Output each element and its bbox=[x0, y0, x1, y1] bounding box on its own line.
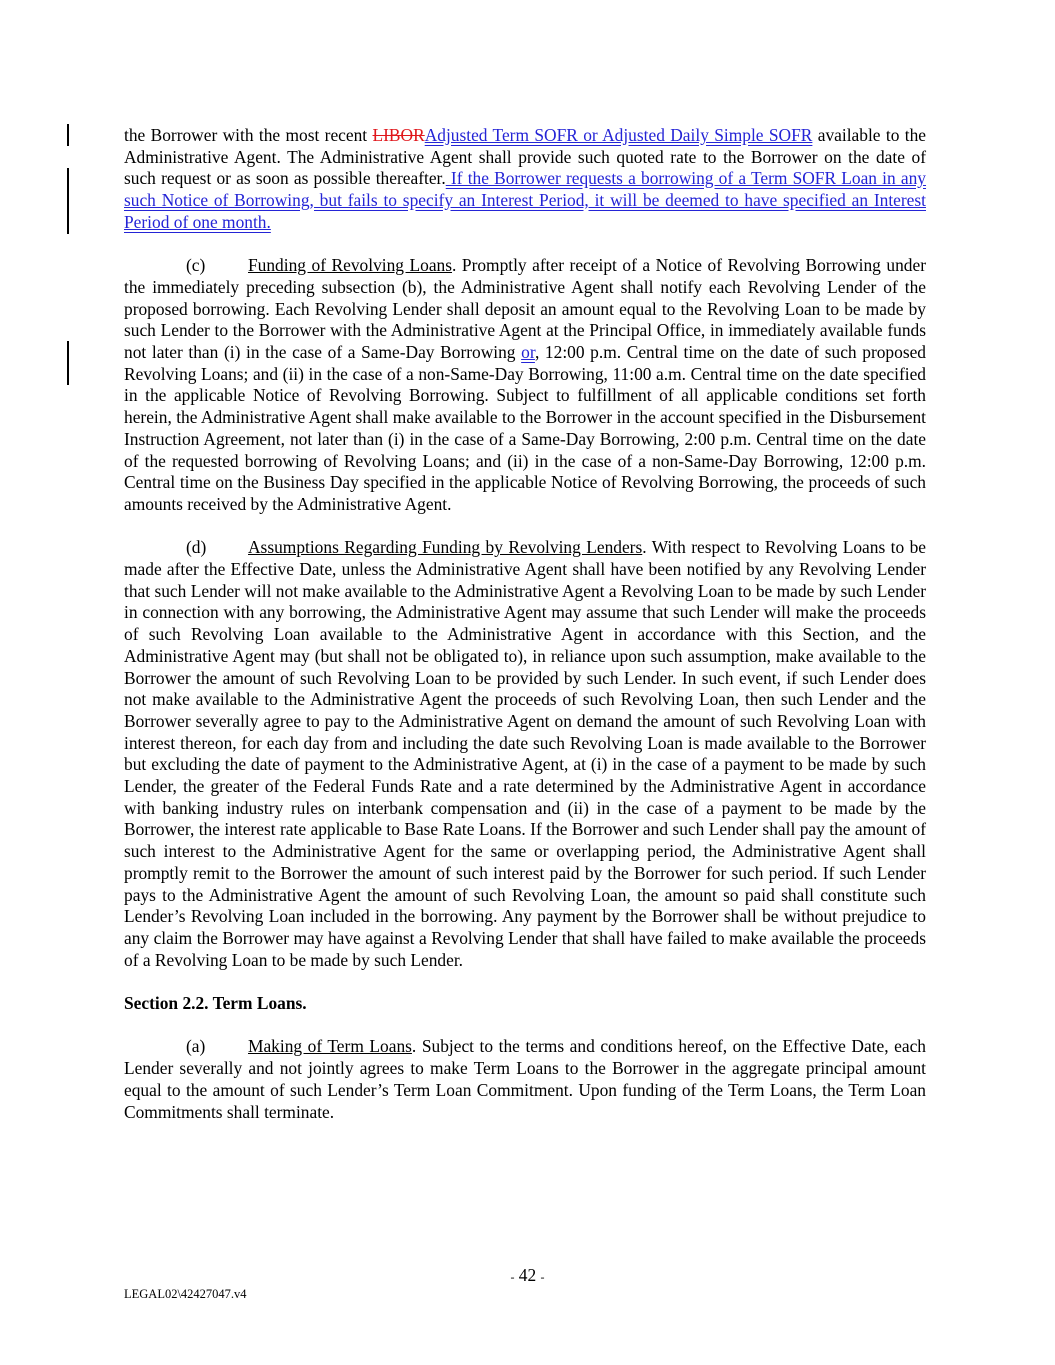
paragraph-c bbox=[124, 255, 926, 515]
page-number-value: 42 bbox=[518, 1265, 537, 1285]
paragraph-label: (a) bbox=[186, 1036, 206, 1057]
change-bar bbox=[67, 124, 69, 146]
text-run: . Promptly after receipt of a Notice of Revolving Borrowing under the immediately preceding subsection (b), the Administrative Agent shall notify each Revolving Lender of the proposed borrowing. Each Revolving Lender shall deposit an amount equal to the Revolving Loan to be made by such Lender to the Borrower with the Administrative Agent at the Principal Office, in immediately available funds not later than (i) in the case of a Same-Day Borrowing bbox=[124, 255, 926, 363]
section-heading: Section 2.2. Term Loans. bbox=[124, 993, 307, 1014]
body-text bbox=[124, 125, 926, 1123]
paragraph-heading: Assumptions Regarding Funding by Revolving Lenders bbox=[248, 537, 643, 558]
paragraph-label: (d) bbox=[186, 537, 207, 558]
page-number bbox=[0, 1265, 1055, 1286]
text-run: available to the Administrative Agent. The Administrative Agent shall provide such quoted rate to the Borrower on the date of such request or as soon as possible thereafter. bbox=[124, 125, 927, 189]
paragraph-d bbox=[124, 537, 926, 971]
text-run: . Subject to the terms and conditions hereof, on the Effective Date, each Lender severally and not jointly agrees to make Term Loans to the Borrower in the aggregate principal amount equal to the amount of such Lender’s Term Loan Commitment. Upon funding of the Term Loans, the Term Loan Commitments shall terminate. bbox=[124, 1036, 926, 1122]
paragraph-continuation bbox=[124, 125, 926, 234]
inserted-text: Adjusted Term SOFR or Adjusted Daily Simple SOFR bbox=[424, 125, 813, 145]
change-bar bbox=[67, 341, 69, 385]
text-run: the Borrower with the most recent bbox=[124, 125, 373, 145]
paragraph-a bbox=[124, 1036, 926, 1123]
paragraph-label: (c) bbox=[186, 255, 206, 276]
document-id: LEGAL02\42427047.v4 bbox=[124, 1287, 247, 1301]
deleted-text: LIBOR bbox=[372, 125, 425, 145]
text-run: . With respect to Revolving Loans to be made after the Effective Date, unless the Administrative Agent shall have been notified by any Revolving Lender that such Lender will not make available to the Administrative Agent a Revolving Loan to be made by such Lender in connection with any borrowing, the Administrative Agent may assume that such Lender will make the proceeds of such Revolving Loan available to the Administrative Agent in accordance with this Section, and the Administrative Agent may (but shall not be obligated to), in reliance upon such assumption, make available to the Borrower the amount of such Revolving Loan to be provided by such Lender. In such event, if such Lender does not make available to the Administrative Agent the proceeds of such Revolving Loan, then such Lender and the Borrower severally agree to pay to the Administrative Agent on demand the amount of such Revolving Loan with interest thereon, for each day from and including the date such Revolving Loan is made available to the Borrower but excluding the date of payment to the Administrative Agent, at (i) in the case of a payment to be made by such Lender, the greater of the Federal Funds Rate and a rate determined by the Administrative Agent in accordance with banking industry rules on interbank compensation and (ii) in the case of a payment to be made by the Borrower, the interest rate applicable to Base Rate Loans. If the Borrower and such Lender shall pay the amount of such interest to the Administrative Agent for the same or overlapping period, the Administrative Agent shall promptly remit to the Borrower the amount of such interest paid by the Borrower for such period. If such Lender pays to the Administrative Agent the amount of such Revolving Loan, the amount so paid shall constitute such Lender’s Revolving Loan included in the borrowing. Any payment by the Borrower shall be without prejudice to any claim the Borrower may have against a Revolving Lender that shall have failed to make available the proceeds of a Revolving Loan to be made by such Lender. bbox=[124, 537, 926, 970]
paragraph-heading: Making of Term Loans bbox=[248, 1036, 412, 1057]
text-run: , 12:00 p.m. Central time on the date of such proposed Revolving Loans; and (ii) in the case of a non-Same-Day Borrowing, 11:00 a.m. Central time on the date specified in the applicable Notice of Revolving Borrowing. Subject to fulfillment of all applicable conditions set forth herein, the Administrative Agent shall make available to the Borrower in the account specified in the Disbursement Instruction Agreement, not later than (i) in the case of a Same-Day Borrowing, 2:00 p.m. Central time on the date of the requested borrowing of Revolving Loans; and (ii) in the case of a non-Same-Day Borrowing, 12:00 p.m. Central time on the Business Day specified in the applicable Notice of Revolving Borrowing, the proceeds of such amounts received by the Administrative Agent. bbox=[124, 342, 927, 514]
page-number-dash: - bbox=[510, 1270, 515, 1284]
page-number-dash: - bbox=[540, 1270, 545, 1284]
change-bar bbox=[67, 168, 69, 234]
inserted-text: or bbox=[521, 342, 535, 363]
inserted-text: If the Borrower requests a borrowing of a Term SOFR Loan in any such Notice of Borrowing, but fails to specify an Interest Period, it will be deemed to have specified an Interest Period of one month. bbox=[124, 168, 927, 232]
paragraph-heading: Funding of Revolving Loans bbox=[248, 255, 453, 276]
